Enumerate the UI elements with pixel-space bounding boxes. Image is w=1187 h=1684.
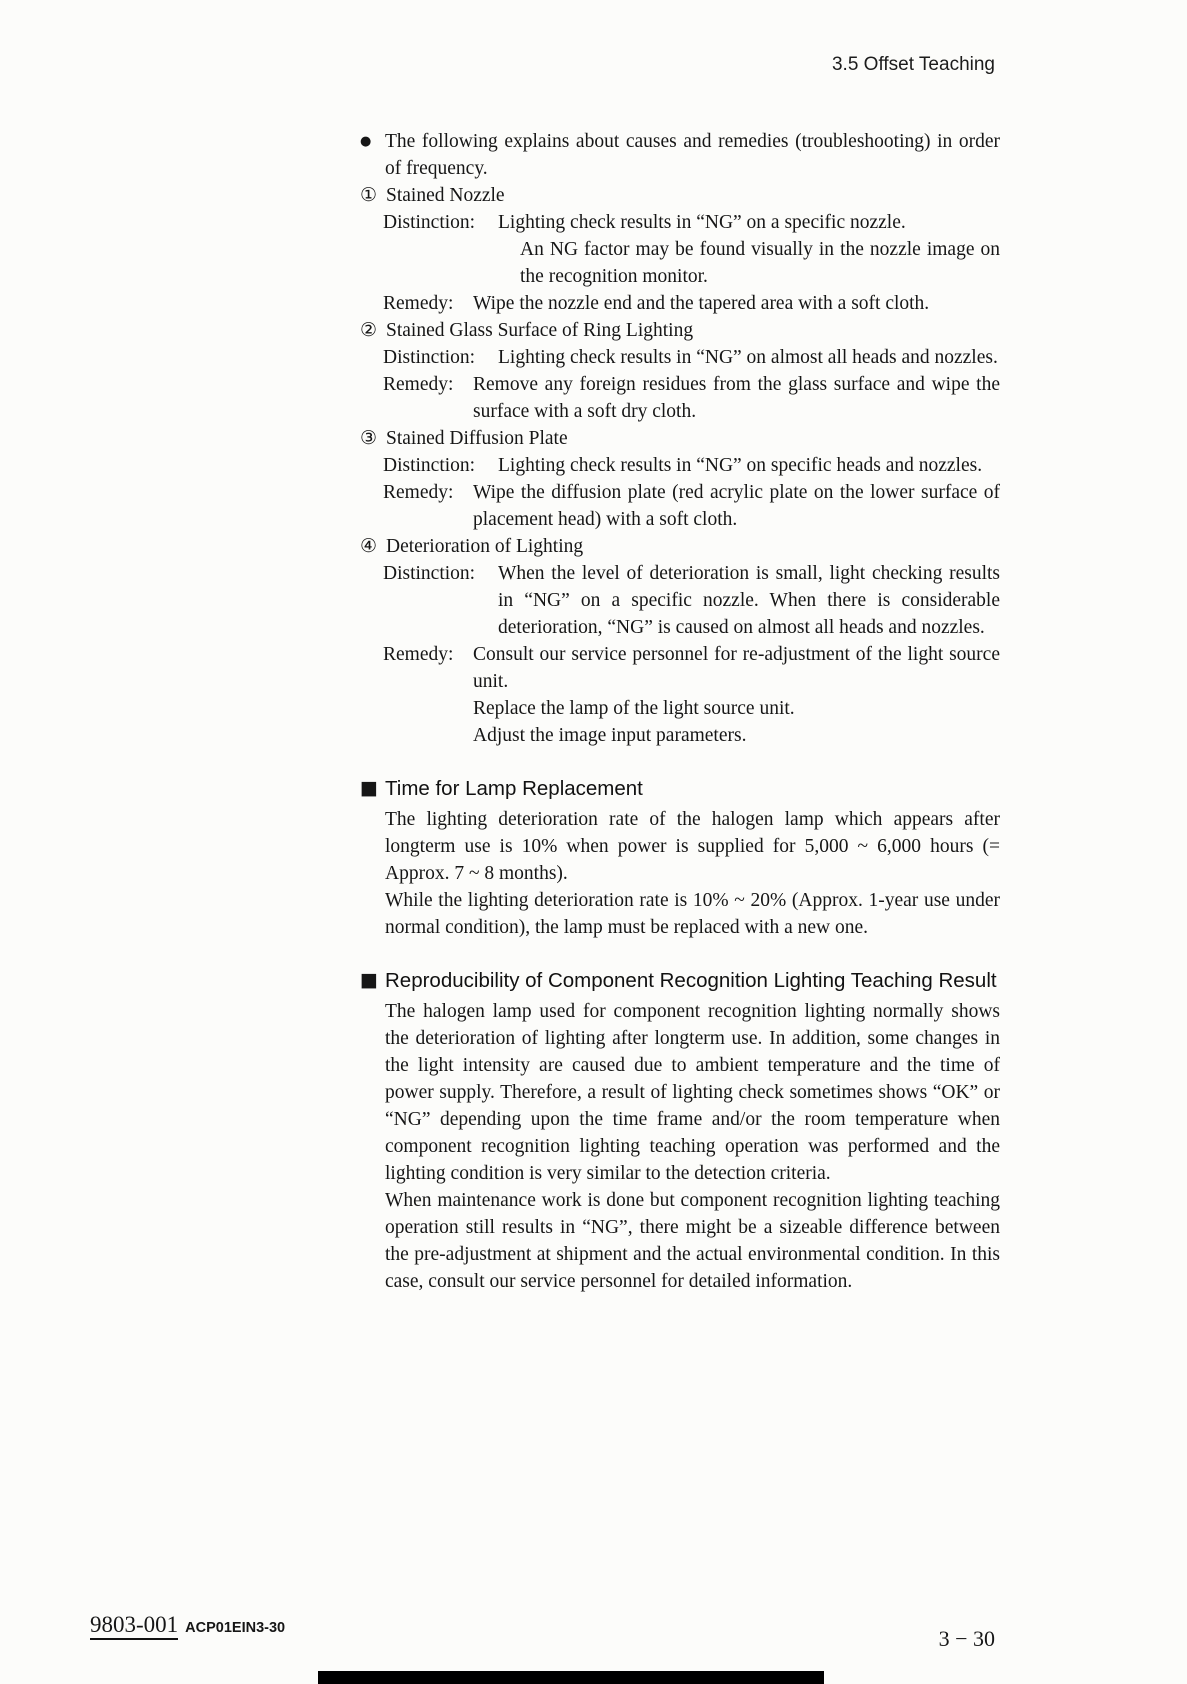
remedy-entry <box>383 641 1000 749</box>
remedy-label: Remedy: <box>383 482 454 503</box>
distinction-body <box>498 452 1000 479</box>
distinction-label: Distinction: <box>383 455 476 476</box>
troubleshooting-item-2 <box>360 317 1000 425</box>
remedy-paragraph: Adjust the image input parameters. <box>473 725 747 746</box>
item-title: Stained Glass Surface of Ring Lighting <box>386 320 694 341</box>
section-reproducibility <box>360 966 1000 1295</box>
distinction-paragraph: Lighting check results in “NG” on almost all heads and nozzles. <box>498 347 998 368</box>
distinction-entry <box>383 560 1000 641</box>
remedy-body <box>473 641 1000 749</box>
distinction-label: Distinction: <box>383 347 476 368</box>
remedy-entry <box>383 479 1000 533</box>
remedy-paragraph: Wipe the diffusion plate (red acrylic plate on the lower surface of placement head) with a soft cloth. <box>473 482 1000 530</box>
page-number: 3 − 30 <box>938 1626 995 1651</box>
distinction-label: Distinction: <box>383 563 476 584</box>
item-heading <box>360 425 1000 452</box>
remedy-body <box>473 479 1000 533</box>
remedy-paragraph: Replace the lamp of the light source unit. <box>473 698 795 719</box>
remedy-entry <box>383 371 1000 425</box>
section-paragraph: When maintenance work is done but component recognition lighting teaching operation still results in “NG”, there might be a sizeable difference between the pre-adjustment at shipment and the actual environmental condition. In this case, consult our service personnel for detailed information. <box>385 1190 1000 1292</box>
circled-number-icon: ① <box>360 184 378 206</box>
circled-number-icon: ③ <box>360 427 378 449</box>
section-paragraph: The halogen lamp used for component recognition lighting normally shows the deterioration of lighting after longterm use. In addition, some changes in the light intensity are caused due to ambient temperature and the time of power supply. Therefore, a result of lighting check sometimes shows “OK” or “NG” depending upon the time frame and/or the room temperature when component recognition lighting teaching operation was performed and the lighting condition is very similar to the detection criteria. <box>385 1001 1000 1184</box>
section-time-for-lamp-replacement <box>360 774 1000 941</box>
distinction-entry <box>383 209 1000 290</box>
remedy-body <box>473 371 1000 425</box>
item-title: Stained Diffusion Plate <box>386 428 568 449</box>
circled-number-icon: ② <box>360 319 378 341</box>
doc-code: 9803-001 <box>90 1612 178 1640</box>
distinction-body <box>498 560 1000 641</box>
scan-artifact-bar <box>318 1671 824 1684</box>
page-content <box>360 128 1000 1295</box>
intro-text: The following explains about causes and remedies (troubleshooting) in order of frequency. <box>385 131 1000 179</box>
remedy-label: Remedy: <box>383 293 454 314</box>
square-bullet-icon: ■ <box>360 969 378 991</box>
footer-document-code <box>90 1612 285 1638</box>
distinction-body <box>498 209 1000 290</box>
remedy-label: Remedy: <box>383 644 454 665</box>
section-paragraph: The lighting deterioration rate of the halogen lamp which appears after longterm use is 10% when power is supplied for 5,000 ~ 6,000 hours (= Approx. 7 ~ 8 months). <box>385 809 1000 884</box>
remedy-paragraph: Wipe the nozzle end and the tapered area with a soft cloth. <box>473 293 930 314</box>
distinction-paragraph: An NG factor may be found visually in the nozzle image on the recognition monitor. <box>520 239 1000 287</box>
remedy-entry <box>383 290 1000 317</box>
distinction-paragraph: Lighting check results in “NG” on a specific nozzle. <box>498 212 906 233</box>
remedy-paragraph: Consult our service personnel for re-adjustment of the light source unit. <box>473 644 1000 692</box>
troubleshooting-item-4 <box>360 533 1000 749</box>
intro-paragraph <box>360 128 1000 182</box>
distinction-label: Distinction: <box>383 212 476 233</box>
item-heading <box>360 317 1000 344</box>
distinction-entry <box>383 452 1000 479</box>
distinction-body <box>498 344 1000 371</box>
troubleshooting-item-3 <box>360 425 1000 533</box>
remedy-paragraph: Remove any foreign residues from the glass surface and wipe the surface with a soft dry cloth. <box>473 374 1000 422</box>
section-title: Time for Lamp Replacement <box>385 777 643 800</box>
troubleshooting-item-1 <box>360 182 1000 317</box>
item-heading <box>360 182 1000 209</box>
doc-code-suffix: ACP01EIN3-30 <box>185 1620 286 1636</box>
section-heading <box>360 774 1000 803</box>
item-heading <box>360 533 1000 560</box>
section-title: Reproducibility of Component Recognition Lighting Teaching Result <box>385 969 997 992</box>
distinction-entry <box>383 344 1000 371</box>
section-heading <box>360 966 1000 995</box>
square-bullet-icon: ■ <box>360 777 378 799</box>
bullet-icon: ● <box>360 134 372 149</box>
running-header: 3.5 Offset Teaching <box>831 54 995 75</box>
distinction-paragraph: When the level of deterioration is small, light checking results in “NG” on a specific nozzle. When there is considerable deterioration, “NG” is caused on almost all heads and nozzles. <box>498 563 1000 638</box>
section-paragraph: While the lighting deterioration rate is 10% ~ 20% (Approx. 1-year use under normal condition), the lamp must be replaced with a new one. <box>385 890 1000 938</box>
item-title: Stained Nozzle <box>386 185 505 206</box>
circled-number-icon: ④ <box>360 535 378 557</box>
remedy-body <box>473 290 1000 317</box>
item-title: Deterioration of Lighting <box>386 536 584 557</box>
distinction-paragraph: Lighting check results in “NG” on specific heads and nozzles. <box>498 455 983 476</box>
remedy-label: Remedy: <box>383 374 454 395</box>
